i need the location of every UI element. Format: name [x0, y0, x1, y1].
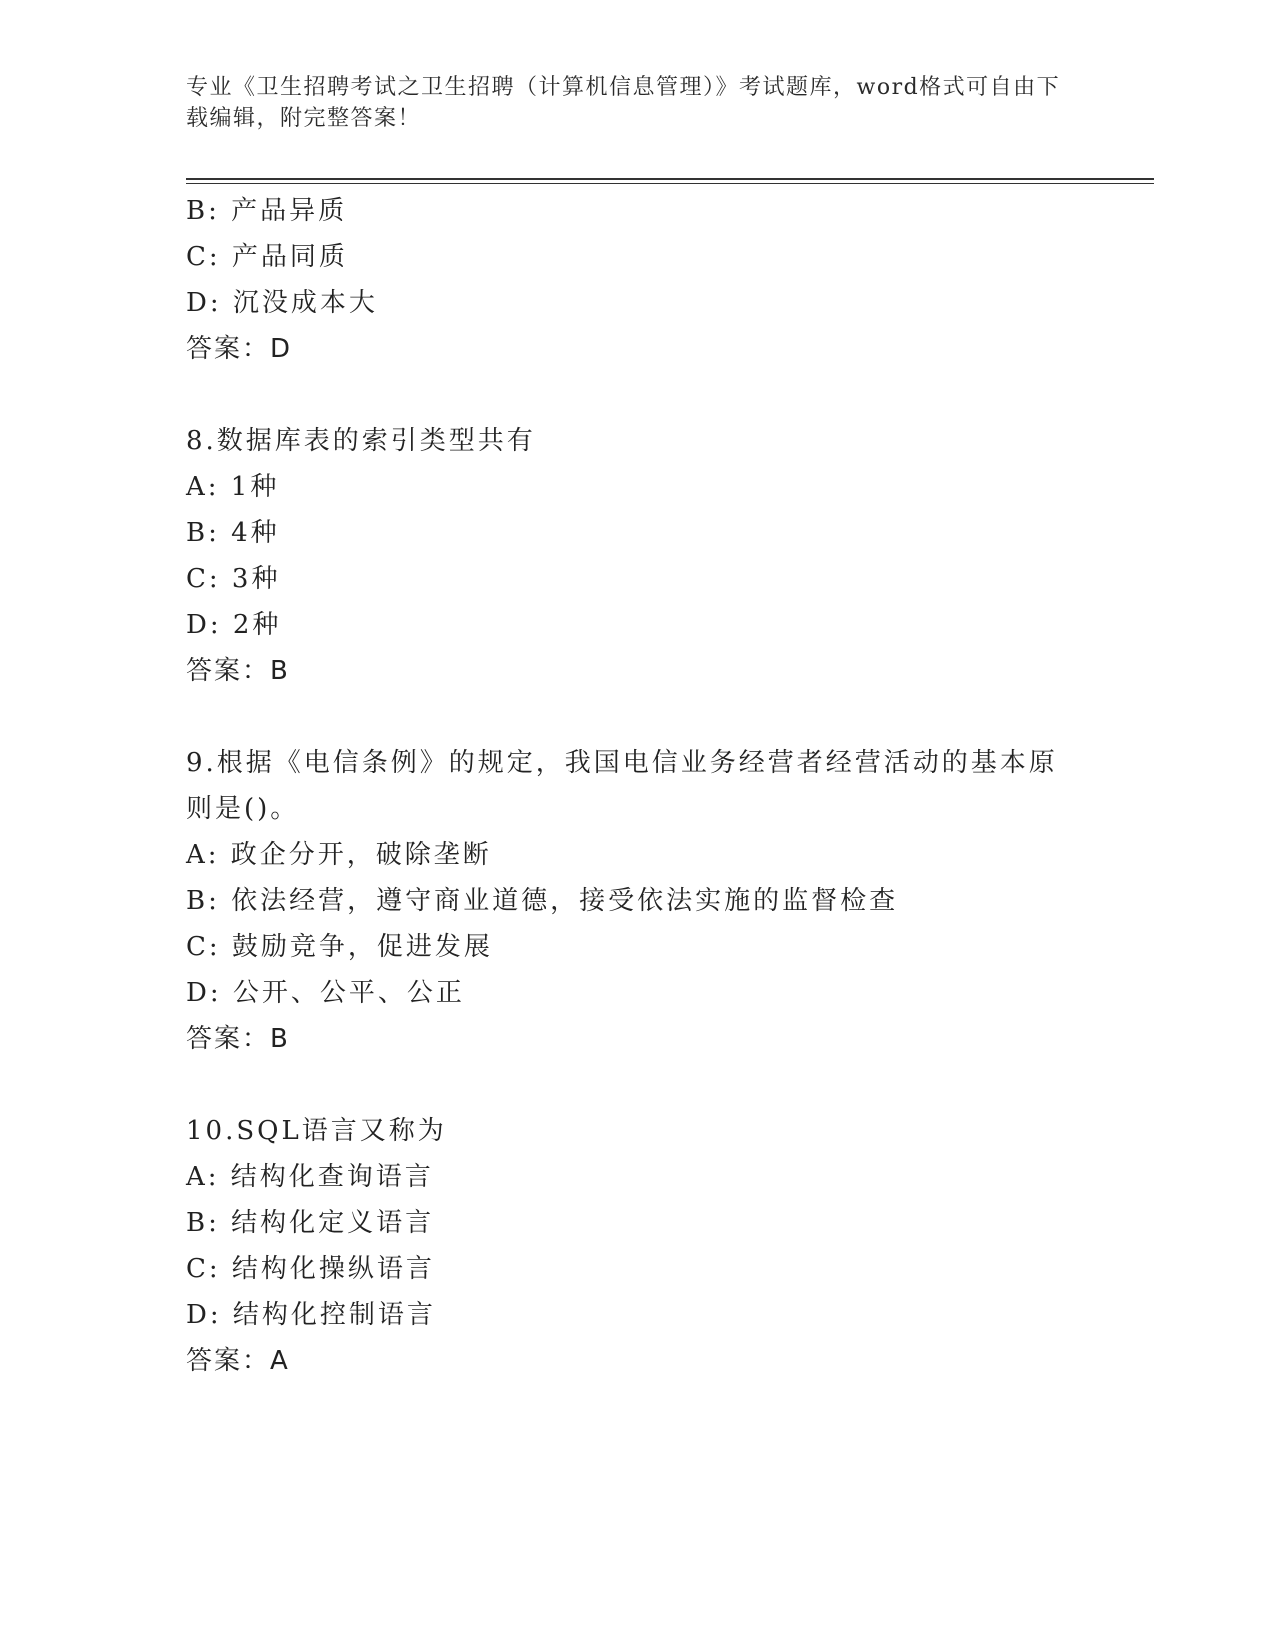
option-a: A: 结构化查询语言: [186, 1162, 434, 1192]
answer-line: 答案：A: [186, 1346, 290, 1376]
option-a: A: 政企分开，破除垄断: [186, 840, 492, 870]
document-header: 专业《卫生招聘考试之卫生招聘（计算机信息管理）》考试题库，word格式可自由下载编辑，附完整答案！: [186, 75, 1061, 131]
question-block-10: [186, 1108, 1086, 1384]
option-b: B: 结构化定义语言: [186, 1208, 435, 1238]
spacer: [186, 1062, 1086, 1108]
answer-line: 答案：B: [186, 656, 290, 686]
option-d: D: 结构化控制语言: [186, 1300, 436, 1330]
option-b: B: 4种: [186, 518, 280, 548]
option-c: C: 产品同质: [186, 242, 348, 272]
document-content: [186, 188, 1086, 1384]
question-text: 9.根据《电信条例》的规定，我国电信业务经营者经营活动的基本原则是()。: [186, 748, 1058, 824]
spacer: [186, 372, 1086, 418]
spacer: [186, 694, 1086, 740]
option-b: B: 依法经营，遵守商业道德，接受依法实施的监督检查: [186, 886, 899, 916]
header-divider-thin: [186, 183, 1154, 184]
question-block-8: [186, 418, 1086, 694]
option-a: A: 1种: [186, 472, 280, 502]
question-block-9: [186, 740, 1086, 1062]
option-d: D: 2种: [186, 610, 282, 640]
question-block-partial: [186, 188, 1086, 372]
option-d: D: 沉没成本大: [186, 288, 378, 318]
answer-line: 答案：D: [186, 334, 293, 364]
header-divider-thick: [186, 178, 1154, 180]
question-text: 8.数据库表的索引类型共有: [186, 426, 536, 456]
question-text: 10.SQL语言又称为: [186, 1116, 447, 1146]
option-c: C: 结构化操纵语言: [186, 1254, 435, 1284]
option-c: C: 鼓励竞争，促进发展: [186, 932, 493, 962]
option-b: B: 产品异质: [186, 196, 348, 226]
option-d: D: 公开、公平、公正: [186, 978, 465, 1008]
answer-line: 答案：B: [186, 1024, 290, 1054]
option-c: C: 3种: [186, 564, 281, 594]
